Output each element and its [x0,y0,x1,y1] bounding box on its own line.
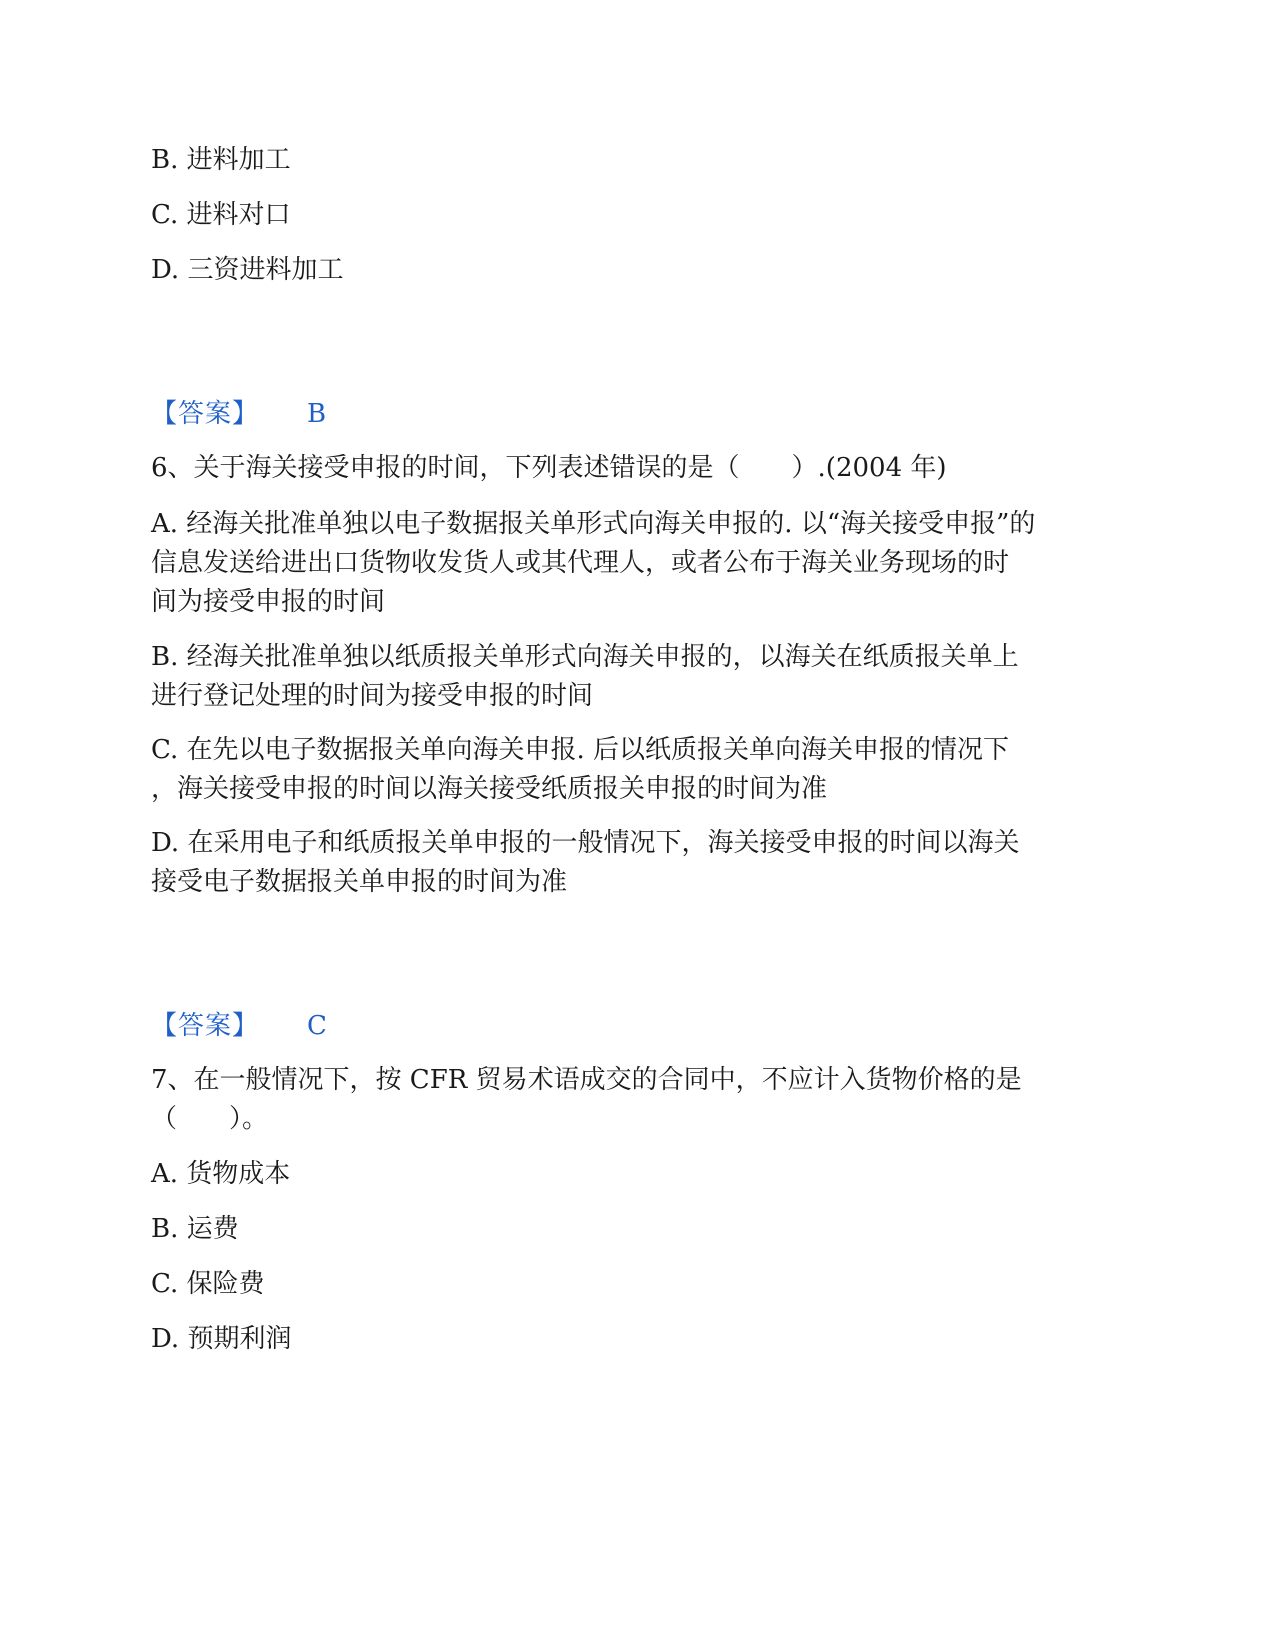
q5-option-d: D. 三资进料加工 [151,255,344,285]
q6-option-a-line-3: 间为接受申报的时间 [151,587,386,617]
q6-option-a-line-1: A. 经海关批准单独以电子数据报关单形式向海关申报的. 以“海关接受申报”的 [151,509,1036,539]
answer-value: C [307,1011,327,1041]
q5-option-c: C. 进料对口 [151,200,291,230]
q6-option-a-line-2: 信息发送给进出口货物收发货人或其代理人，或者公布于海关业务现场的时 [151,548,1010,578]
answer-6 [151,1006,327,1046]
answer-tag: 【答案】 [151,399,260,429]
q6-option-b-line-1: B. 经海关批准单独以纸质报关单形式向海关申报的，以海关在纸质报关单上 [151,642,1019,672]
q5-option-b: B. 进料加工 [151,145,291,175]
q6-stem: 6、关于海关接受申报的时间，下列表述错误的是（ ）.(2004 年) [151,453,947,483]
q6-option-d-line-1: D. 在采用电子和纸质报关单申报的一般情况下，海关接受申报的时间以海关 [151,828,1020,858]
q6-option-d-line-2: 接受电子数据报关单申报的时间为准 [151,867,568,897]
q7-stem-line-2: （ ）。 [151,1104,269,1134]
q6-option-b-line-2: 进行登记处理的时间为接受申报的时间 [151,681,594,711]
q7-option-b: B. 运费 [151,1214,239,1244]
answer-tag: 【答案】 [151,1011,260,1041]
q6-option-c-line-1: C. 在先以电子数据报关单向海关申报. 后以纸质报关单向海关申报的情况下 [151,735,1010,765]
answer-value: B [307,399,327,429]
answer-5 [151,394,326,434]
q7-option-c: C. 保险费 [151,1269,265,1299]
q7-stem-line-1: 7、在一般情况下，按 CFR 贸易术语成交的合同中，不应计入货物价格的是 [151,1065,1022,1095]
q7-option-a: A. 货物成本 [151,1159,291,1189]
q6-option-c-line-2: ，海关接受申报的时间以海关接受纸质报关申报的时间为准 [151,774,828,804]
q7-option-d: D. 预期利润 [151,1324,292,1354]
